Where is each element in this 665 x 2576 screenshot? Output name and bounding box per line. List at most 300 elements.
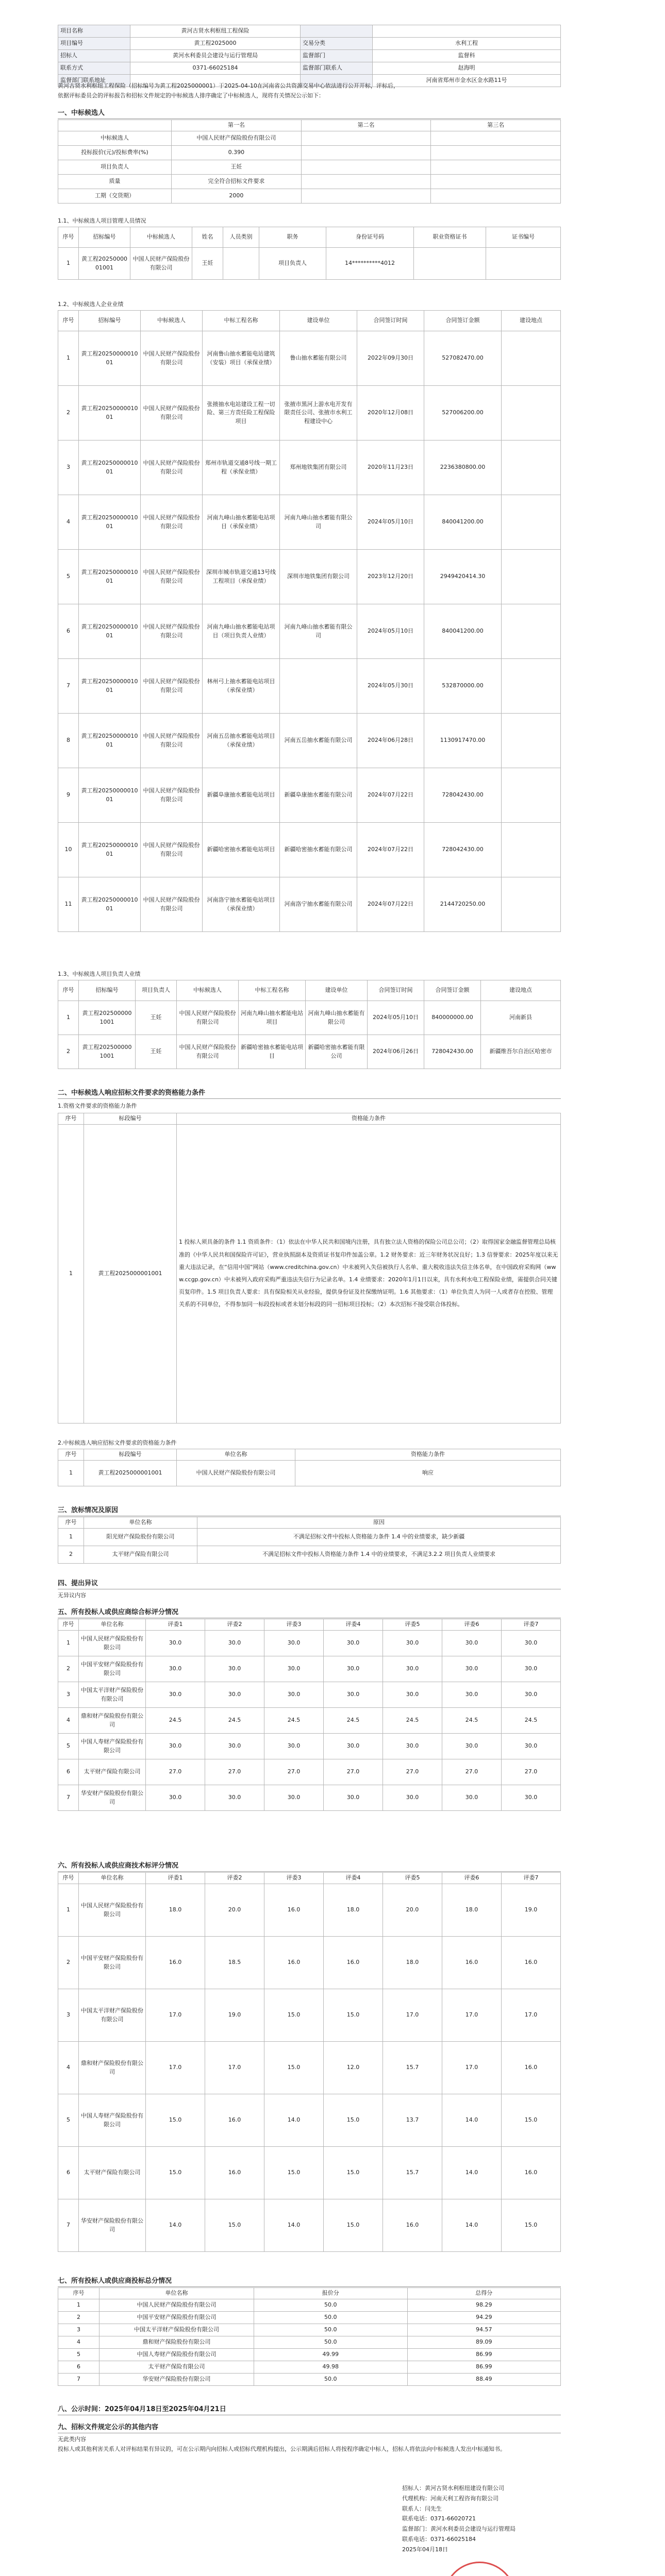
table-cell: 30.0 (324, 1682, 383, 1708)
table-cell: 王妊 (192, 248, 223, 280)
table-cell: 新疆哈密抽水蓄能电站项目 (239, 1035, 306, 1069)
column-header: 评委6 (442, 1619, 502, 1631)
table-cell: 1 (58, 1461, 84, 1486)
table-cell: 30.0 (383, 1785, 442, 1811)
table-cell: 17.0 (146, 2042, 205, 2094)
info-value: 黄河水利委员会建设与运行管理局 (130, 50, 301, 62)
column-header: 评委5 (383, 1873, 442, 1884)
section-1-1-title: 1.1、中标候选人项目管理人员情况 (58, 217, 146, 224)
table-cell: 6 (58, 2147, 79, 2199)
column-header: 评委3 (264, 1619, 324, 1631)
table-cell: 中国人民财产保险股份有限公司 (141, 877, 203, 932)
table-cell: 2 (58, 2312, 99, 2324)
table-cell: 2020年12月08日 (357, 386, 424, 440)
table-cell: 49.98 (254, 2361, 408, 2374)
intro-line-2: 依据评标委员会的评标报告和招标文件规定的中标候选人排序确定了中标候选人，现将有关情况公示如下： (58, 92, 324, 99)
table-cell: 14.0 (146, 2199, 205, 2252)
table-cell: 王妊 (136, 1035, 177, 1069)
table-cell: 项目负责人 (259, 248, 326, 280)
table-cell: 15.0 (324, 1989, 383, 2042)
table-cell: 鼎和财产保险股份有限公司 (79, 2042, 146, 2094)
table-cell: 中国人民财产保险股份有限公司 (99, 2299, 254, 2312)
table-cell: 中国人民财产保险股份有限公司 (79, 1884, 146, 1937)
table-row (58, 550, 561, 604)
table-cell: 18.0 (324, 1884, 383, 1937)
table-cell: 郑州市轨道交通8号线一期工程（承保业绩） (203, 440, 280, 495)
col-header: 标段编号 (84, 1113, 177, 1125)
table-cell: 18.5 (205, 1937, 264, 1989)
table-row (58, 1546, 561, 1564)
table-cell: 27.0 (205, 1759, 264, 1785)
table-cell: 4 (58, 2042, 79, 2094)
table-row (58, 2299, 561, 2312)
info-row (58, 50, 561, 62)
table-cell: 7 (58, 1785, 79, 1811)
table-cell: 中国平安财产保险股份有限公司 (99, 2312, 254, 2324)
table-cell: 中国人民财产保险股份有限公司 (141, 604, 203, 659)
table-cell: 14.0 (442, 2147, 502, 2199)
table-cell (502, 604, 561, 659)
section-2-sub1: 1.资格文件要求的资格能力条件 (58, 1103, 137, 1109)
table-cell: 4 (58, 1708, 79, 1734)
table-cell: 24.5 (324, 1708, 383, 1734)
table-cell: 30.0 (264, 1682, 324, 1708)
table-row (58, 495, 561, 550)
info-row (58, 25, 561, 38)
table-cell: 2024年06月26日 (368, 1035, 424, 1069)
header-row (58, 1873, 561, 1884)
table-cell: 17.0 (442, 2042, 502, 2094)
table-cell: 8 (58, 714, 79, 768)
table-cell (431, 189, 561, 204)
table-cell: 30.0 (146, 1734, 205, 1759)
table-cell: 19.0 (205, 1989, 264, 2042)
table-cell: 16.0 (146, 1937, 205, 1989)
column-header: 序号 (58, 227, 79, 248)
column-header: 单位名称 (99, 2288, 254, 2299)
table-cell: 30.0 (502, 1656, 561, 1682)
table-cell: 20.0 (383, 1884, 442, 1937)
table-cell: 2236380800.00 (424, 440, 502, 495)
table-row (58, 189, 561, 204)
table-row (58, 2361, 561, 2374)
table-cell: 30.0 (146, 1682, 205, 1708)
table-cell: 中国人民财产保险股份有限公司 (141, 550, 203, 604)
header-row (58, 227, 561, 248)
table-cell: 16.0 (383, 2199, 442, 2252)
company-performance-table (58, 310, 561, 932)
table-cell (502, 495, 561, 550)
info-value: 河南省郑州市金水区金水路11号 (373, 75, 561, 87)
table-cell: 2024年05月10日 (357, 495, 424, 550)
table-row (58, 146, 561, 160)
info-label: 项目编号 (58, 38, 130, 50)
table-cell (502, 877, 561, 932)
table-row (58, 1708, 561, 1734)
header-row (58, 1619, 561, 1631)
table-cell: 中国人寿财产保险股份有限公司 (99, 2349, 254, 2361)
candidate-table (58, 120, 561, 204)
project-info-table (58, 25, 561, 87)
info-value: 水利工程 (373, 38, 561, 50)
table-row (58, 2312, 561, 2324)
table-cell: 0.390 (172, 146, 302, 160)
column-header: 评委1 (146, 1619, 205, 1631)
column-header: 职业资格证书 (414, 227, 486, 248)
table-cell: 30.0 (383, 1734, 442, 1759)
header-row (58, 311, 561, 331)
table-cell: 黄工程2025000001001 (79, 550, 141, 604)
table-cell: 中国太平洋财产保险股份有限公司 (79, 1989, 146, 2042)
column-header: 职务 (259, 227, 326, 248)
table-cell: 30.0 (383, 1631, 442, 1656)
objection-text: 无异议内容 (58, 1592, 86, 1599)
table-cell: 15.0 (324, 2199, 383, 2252)
table-cell: 中国人民财产保险股份有限公司 (141, 440, 203, 495)
column-header: 第一名 (172, 120, 302, 131)
table-cell: 新疆哈密抽水蓄能电站项目 (203, 823, 280, 877)
table-cell: 50.0 (254, 2336, 408, 2349)
table-cell: 24.5 (383, 1708, 442, 1734)
table-cell: 89.09 (407, 2336, 561, 2349)
signature-tenderer: 招标人：黄河古贤水利枢纽建设有限公司 (402, 2485, 504, 2492)
table-cell: 14.0 (442, 2094, 502, 2147)
info-label: 监督部门联系人 (301, 62, 373, 75)
table-row (58, 2147, 561, 2199)
info-label (301, 25, 373, 38)
table-cell: 30.0 (205, 1734, 264, 1759)
column-header: 中标工程名称 (239, 980, 306, 1001)
table-row (58, 1035, 561, 1069)
table-row (58, 1529, 561, 1546)
table-cell: 86.99 (407, 2349, 561, 2361)
table-row (58, 1682, 561, 1708)
table-cell: 30.0 (442, 1682, 502, 1708)
table-cell: 15.0 (264, 1989, 324, 2042)
table-cell: 中国人民财产保险股份有限公司 (130, 248, 192, 280)
table-cell: 30.0 (264, 1631, 324, 1656)
table-cell: 黄工程2025000001001 (79, 248, 130, 280)
table-cell: 中国人寿财产保险股份有限公司 (79, 1734, 146, 1759)
table-cell: 14.0 (264, 2199, 324, 2252)
other-content-line-1: 无此类内容 (58, 2436, 86, 2443)
table-cell (301, 189, 431, 204)
table-cell: 30.0 (442, 1734, 502, 1759)
table-cell: 14.0 (264, 2094, 324, 2147)
table-cell: 1 (58, 1529, 84, 1546)
table-cell: 2024年05月10日 (357, 604, 424, 659)
table-cell: 16.0 (502, 1937, 561, 1989)
table-cell: 2023年12月20日 (357, 550, 424, 604)
table-cell: 30.0 (502, 1785, 561, 1811)
table-cell (502, 331, 561, 386)
table-cell (502, 823, 561, 877)
table-cell: 30.0 (442, 1656, 502, 1682)
header-row (58, 1517, 561, 1529)
table-cell: 94.57 (407, 2324, 561, 2336)
table-row (58, 2042, 561, 2094)
table-cell (502, 659, 561, 714)
table-cell (414, 248, 486, 280)
table-cell: 15.7 (383, 2042, 442, 2094)
table-row (58, 1656, 561, 1682)
qualification-response-table (58, 1449, 561, 1486)
table-cell: 27.0 (442, 1759, 502, 1785)
info-label: 联系方式 (58, 62, 130, 75)
table-cell: 49.99 (254, 2349, 408, 2361)
table-cell: 中国人民财产保险股份有限公司 (177, 1001, 239, 1035)
table-cell (223, 248, 259, 280)
intro-line-1: 黄河古贤水利枢纽工程保险（招标编号为黄工程2025000001）于2025-04-10在河南省公共资源交易中心依法进行公开开标，评标后， (58, 82, 399, 89)
table-cell: 黄工程2025000001001 (79, 768, 141, 823)
column-header: 合同签订时间 (357, 311, 424, 331)
table-cell: 新疆阜康抽水蓄能有限公司 (280, 768, 357, 823)
column-header: 序号 (58, 980, 79, 1001)
table-row (58, 248, 561, 280)
table-cell (502, 386, 561, 440)
table-cell: 新疆哈密抽水蓄能有限公司 (280, 823, 357, 877)
table-cell: 中国人民财产保险股份有限公司 (141, 659, 203, 714)
table-cell: 河南九峰山抽水蓄能电站项目（承保业绩） (203, 495, 280, 550)
table-cell: 河南九峰山抽水蓄能电站项目 (239, 1001, 306, 1035)
table-cell: 15.0 (502, 2199, 561, 2252)
column-header: 单位名称 (79, 1873, 146, 1884)
table-cell: 50.0 (254, 2374, 408, 2386)
table-cell: 新疆维吾尔自治区哈密市 (481, 1035, 561, 1069)
column-header: 序号 (58, 1619, 79, 1631)
table-cell: 黄工程2025000001001 (79, 877, 141, 932)
table-cell: 1 (58, 2299, 99, 2312)
table-cell: 黄工程2025000001001 (79, 604, 141, 659)
table-cell: 86.99 (407, 2361, 561, 2374)
table-cell: 840000000.00 (424, 1001, 481, 1035)
table-row (58, 659, 561, 714)
table-cell: 中国人民财产保险股份有限公司 (141, 768, 203, 823)
table-cell: 中国平安财产保险股份有限公司 (79, 1656, 146, 1682)
table-cell: 30.0 (324, 1631, 383, 1656)
table-cell: 30.0 (264, 1656, 324, 1682)
table-cell: 中国人民财产保险股份有限公司 (79, 1631, 146, 1656)
column-header: 中标候选人 (130, 227, 192, 248)
section-7-title: 七、所有投标人或供应商投标总分情况 (58, 2275, 561, 2287)
column-header: 合同签订金额 (424, 980, 481, 1001)
column-header: 建设地点 (481, 980, 561, 1001)
table-cell: 黄工程2025000001001 (79, 1001, 136, 1035)
table-cell: 中国人民财产保险股份有限公司 (141, 823, 203, 877)
table-cell: 2020年11月23日 (357, 440, 424, 495)
table-cell: 728042430.00 (424, 1035, 481, 1069)
table-cell: 50.0 (254, 2299, 408, 2312)
table-cell: 黄工程2025000001001 (79, 714, 141, 768)
table-cell: 中标候选人 (58, 131, 172, 146)
table-cell: 30.0 (264, 1734, 324, 1759)
table-cell: 黄工程2025000001001 (79, 440, 141, 495)
info-label: 监督部门联系地址 (58, 75, 130, 87)
info-label: 交易分类 (301, 38, 373, 50)
table-cell (431, 160, 561, 175)
table-cell: 15.7 (383, 2147, 442, 2199)
table-cell: 中国人民财产保险股份有限公司 (141, 714, 203, 768)
table-cell: 2000 (172, 189, 302, 204)
signature-date: 2025年04月18日 (402, 2546, 448, 2553)
intro-text (58, 81, 561, 100)
table-cell: 30.0 (383, 1682, 442, 1708)
table-cell: 鲁山抽水蓄能有限公司 (280, 331, 357, 386)
table-cell: 河南九峰山抽水蓄能电站项目（项目负责人业绩） (203, 604, 280, 659)
signature-supervisor-phone: 联系电话：0371-66025184 (402, 2535, 476, 2543)
table-cell: 河南新县 (481, 1001, 561, 1035)
section-8-title: 八、公示时间：2025年04月18日至2025年04月21日 (58, 2403, 561, 2415)
table-cell: 10 (58, 823, 79, 877)
table-cell: 新疆哈密抽水蓄能有限公司 (306, 1035, 368, 1069)
table-cell: 王妊 (172, 160, 302, 175)
qualification-text: 1 投标人须具备的条件 1.1 资质条件：（1）依法在中华人民共和国境内注册，具有独立法人资格的保险公司总公司；（2）取得国家金融监督管理总局核准的《中华人民共和国保险许可证》，营业执照副本及资质证书复印件加盖公章。1.2 财务要求：近三年财务状况良好；1.3 信誉要求：2025年度以来无重大违法记录，在“信用中国”网站（www.creditchina.gov.cn）中未被列入失信被执行人名单、重大税收违法失信主体名单，在中国政府采购网（www.ccgp.gov.cn）中未被列入政府采购严重违法失信行为记录名单。1.4 业绩要求：2020年1月1日以来，具有水利水电工程保险业绩，需提供合同关键页复印件。1.5 项目负责人要求：具有保险相关从业经验，提供身份证及社保缴纳证明。1.6 其他要求：（1）单位负责人为同一人或者存在控股、管理关系的不同单位，不得参加同一标段投标或者未划分标段的同一招标项目投标；（2）本次招标不接受联合体投标。 (177, 1124, 561, 1423)
table-cell: 18.0 (146, 1884, 205, 1937)
table-cell: 840041200.00 (424, 604, 502, 659)
table-row (58, 823, 561, 877)
table-cell: 河南洛宁抽水蓄能有限公司 (280, 877, 357, 932)
table-row (58, 1734, 561, 1759)
table-cell: 2144720250.00 (424, 877, 502, 932)
table-cell: 30.0 (146, 1631, 205, 1656)
column-header: 资格能力条件 (295, 1449, 561, 1461)
table-cell (502, 440, 561, 495)
table-row (58, 331, 561, 386)
table-cell: 15.0 (324, 2094, 383, 2147)
table-cell: 15.0 (324, 2147, 383, 2199)
info-value: 黄河古贤水利枢纽工程保险 (130, 25, 301, 38)
table-cell: 2024年05月10日 (368, 1001, 424, 1035)
table-cell: 30.0 (442, 1785, 502, 1811)
signature-contact: 联系人：闫先生 (402, 2505, 442, 2512)
column-header: 评委4 (324, 1873, 383, 1884)
table-cell: 15.0 (264, 2147, 324, 2199)
table-cell: 4 (58, 2336, 99, 2349)
col-header: 序号 (58, 1113, 84, 1125)
info-value: 监督科 (373, 50, 561, 62)
table-row (58, 2094, 561, 2147)
table-cell: 5 (58, 2349, 99, 2361)
table-cell: 50.0 (254, 2324, 408, 2336)
table-cell: 林州弓上抽水蓄能电站项目（承保业绩） (203, 659, 280, 714)
table-cell: 投标报价(元)/投标费率(%) (58, 146, 172, 160)
column-header: 标段编号 (84, 1449, 177, 1461)
table-cell: 项目负责人 (58, 160, 172, 175)
table-cell: 鼎和财产保险股份有限公司 (79, 1708, 146, 1734)
column-header: 评委7 (502, 1619, 561, 1631)
column-header: 序号 (58, 2288, 99, 2299)
table-cell (301, 175, 431, 189)
info-label: 招标人 (58, 50, 130, 62)
table-cell: 17.0 (146, 1989, 205, 2042)
table-cell: 河南五岳抽水蓄能有限公司 (280, 714, 357, 768)
table-cell: 16.0 (205, 2094, 264, 2147)
table-cell: 华安财产保险股份有限公司 (99, 2374, 254, 2386)
table-cell: 不满足招标文件中投标人资格能力条件 1.4 中的业绩要求，不满足3.2.2 项目负责人业绩要求 (197, 1546, 561, 1564)
table-cell: 太平财产保险有限公司 (79, 2147, 146, 2199)
table-cell: 3 (58, 440, 79, 495)
table-cell: 2024年07月22日 (357, 877, 424, 932)
section-code: 黄工程2025000001001 (84, 1124, 177, 1423)
table-cell: 7 (58, 659, 79, 714)
table-cell: 5 (58, 2094, 79, 2147)
table-cell: 6 (58, 2361, 99, 2374)
section-6-title: 六、所有投标人或供应商技术标评分情况 (58, 1860, 561, 1872)
signature-phone: 联系电话：0371-66020721 (402, 2515, 476, 2522)
table-row (58, 131, 561, 146)
table-cell: 2949420414.30 (424, 550, 502, 604)
table-cell: 2024年07月22日 (357, 823, 424, 877)
column-header: 评委6 (442, 1873, 502, 1884)
table-cell: 7 (58, 2374, 99, 2386)
table-cell: 黄工程2025000001001 (79, 1035, 136, 1069)
table-cell: 18.0 (442, 1884, 502, 1937)
table-cell (280, 659, 357, 714)
header-row (58, 120, 561, 131)
table-cell: 30.0 (146, 1656, 205, 1682)
column-header (58, 120, 172, 131)
column-header: 建设单位 (306, 980, 368, 1001)
table-row (58, 1884, 561, 1937)
staff-table (58, 227, 561, 280)
column-header: 评委5 (383, 1619, 442, 1631)
table-cell: 阳光财产保险股份有限公司 (84, 1529, 197, 1546)
table-cell: 2 (58, 1035, 79, 1069)
table-row (58, 1631, 561, 1656)
section-1-3-title: 1.3、中标候选人项目负责人业绩 (58, 971, 141, 977)
table-cell: 30.0 (324, 1734, 383, 1759)
table-row (58, 2374, 561, 2386)
table-cell: 4 (58, 495, 79, 550)
table-cell: 24.5 (264, 1708, 324, 1734)
table-cell: 5 (58, 1734, 79, 1759)
table-row (58, 2199, 561, 2252)
table-cell: 3 (58, 1989, 79, 2042)
table-cell: 9 (58, 768, 79, 823)
table-cell: 2022年09月30日 (357, 331, 424, 386)
table-cell: 15.0 (264, 2042, 324, 2094)
table-cell: 16.0 (502, 2147, 561, 2199)
table-cell: 30.0 (324, 1785, 383, 1811)
section-4-title: 四、提出异议 (58, 1578, 561, 1589)
table-cell: 响应 (295, 1461, 561, 1486)
table-cell: 30.0 (205, 1785, 264, 1811)
info-row (58, 38, 561, 50)
section-2-title: 二、中标候选人响应招标文件要求的资格能力条件 (58, 1087, 561, 1099)
column-header: 评委2 (205, 1873, 264, 1884)
column-header: 序号 (58, 1449, 84, 1461)
info-row (58, 62, 561, 75)
table-cell: 新疆阜康抽水蓄能电站项目 (203, 768, 280, 823)
table-cell: 黄工程2025000001001 (84, 1461, 177, 1486)
table-cell: 17.0 (205, 2042, 264, 2094)
table-cell: 华安财产保险股份有限公司 (79, 2199, 146, 2252)
table-row (58, 175, 561, 189)
table-cell: 15.0 (205, 2199, 264, 2252)
table-cell: 728042430.00 (424, 768, 502, 823)
column-header: 中标候选人 (177, 980, 239, 1001)
table-cell (502, 714, 561, 768)
table-cell: 94.29 (407, 2312, 561, 2324)
table-cell (301, 160, 431, 175)
table-cell: 30.0 (502, 1682, 561, 1708)
table-cell: 16.0 (324, 1937, 383, 1989)
table-cell: 27.0 (146, 1759, 205, 1785)
table-cell: 98.29 (407, 2299, 561, 2312)
table-cell (486, 248, 561, 280)
column-header: 中标候选人 (141, 311, 203, 331)
table-cell: 50.0 (254, 2312, 408, 2324)
